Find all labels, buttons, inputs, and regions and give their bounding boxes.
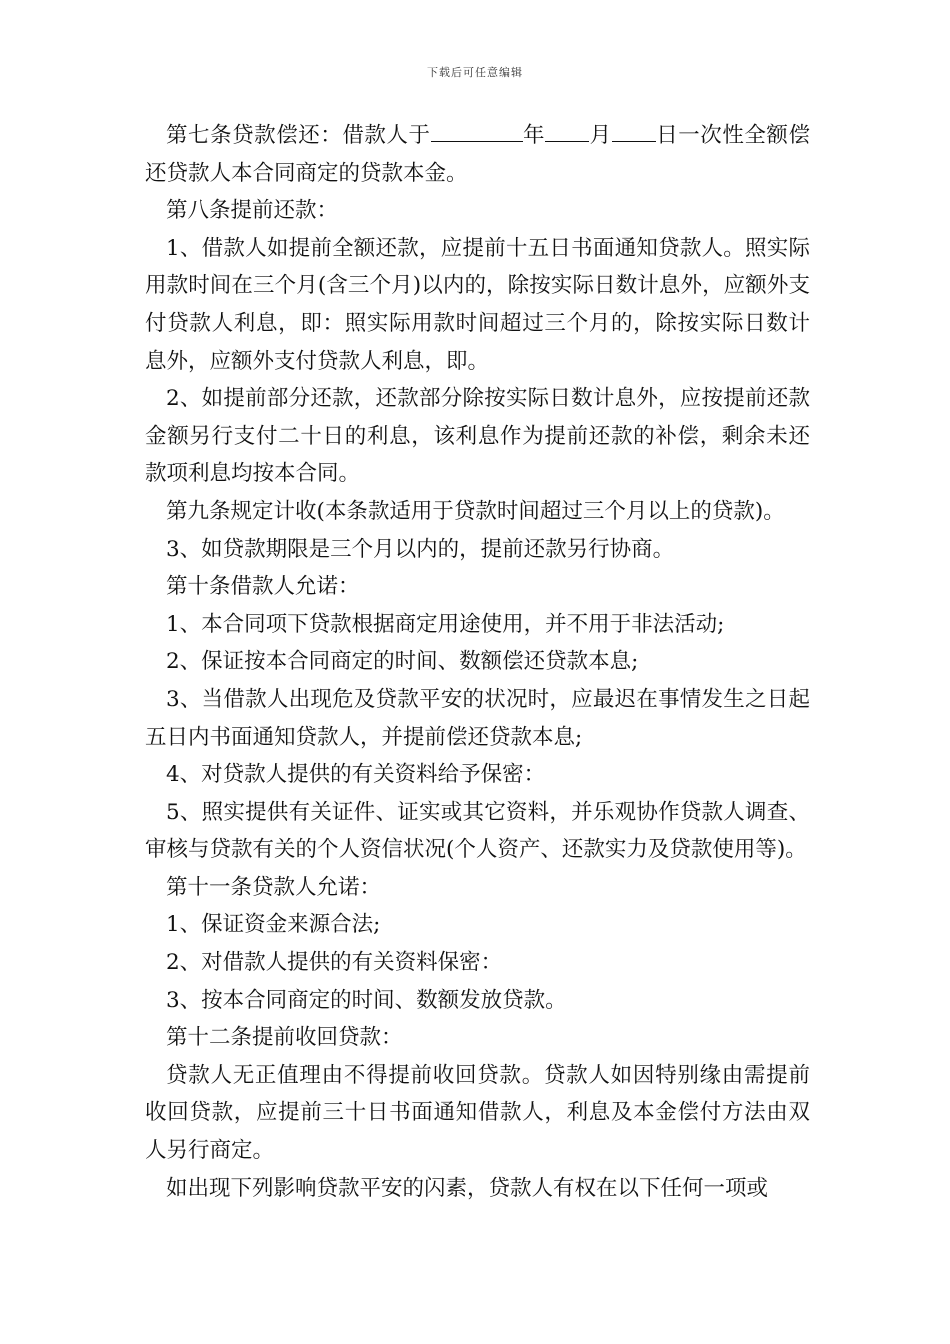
page-header: 下载后可任意编辑 <box>427 66 523 79</box>
article-10-clause-5: 5、照实提供有关证件、证实或其它资料，并乐观协作贷款人调查、审核与贷款有关的个人资信状况(个人资产、还款实力及贷款使用等)。 <box>145 799 810 863</box>
article-11-clause-3: 3、按本合同商定的时间、数额发放贷款。 <box>166 987 567 1013</box>
article-11-heading: 第十一条贷款人允诺： <box>166 874 382 900</box>
article-7-text-1: 第七条贷款偿还：借款人于 <box>166 123 431 148</box>
article-10-clause-2: 2、保证按本合同商定的时间、数额偿还贷款本息; <box>166 649 639 675</box>
article-10-clause-4: 4、对贷款人提供的有关资料给予保密： <box>166 762 546 788</box>
article-7-text-2: 年 <box>522 123 546 148</box>
article-10-clause-1: 1、本合同项下贷款根据商定用途使用，并不用于非法活动; <box>166 611 725 637</box>
article-12-heading: 第十二条提前收回贷款： <box>166 1025 403 1051</box>
article-10-clause-3: 3、当借款人出现危及贷款平安的状况时，应最迟在事情发生之日起五日内书面通知贷款人，并提前偿还贷款本息; <box>145 686 810 750</box>
article-9-clause-3: 3、如贷款期限是三个月以内的，提前还款另行协商。 <box>166 536 675 562</box>
article-12-continuation: 如出现下列影响贷款平安的闪素，贷款人有权在以下任何一项或 <box>166 1175 769 1201</box>
day-blank <box>612 119 656 142</box>
article-9-heading: 第九条规定计收(本条款适用于贷款时间超过三个月以上的贷款)。 <box>166 498 785 524</box>
article-7-text-4: 日一次性全额偿还贷款人本合同商定的贷款本金。 <box>145 123 810 186</box>
article-12-body: 贷款人无正值理由不得提前收回贷款。贷款人如因特别缘由需提前收回贷款，应提前三十日书面通知借款人，利息及本金偿付方法由双人另行商定。 <box>145 1062 810 1164</box>
article-8-clause-1: 1、借款人如提前全额还款，应提前十五日书面通知贷款人。照实际用款时间在三个月(含三个月)以内的，除按实际日数计息外，应额外支付贷款人利息，即：照实际用款时间超过三个月的，除按实际日数计息外，应额外支付贷款人利息，即。 <box>145 235 810 374</box>
article-8-clause-2: 2、如提前部分还款，还款部分除按实际日数计息外，应按提前还款金额另行支付二十日的利息，该利息作为提前还款的补偿，剩余未还款项利息均按本合同。 <box>145 386 810 487</box>
document-body <box>145 117 810 1207</box>
article-11-clause-2: 2、对借款人提供的有关资料保密： <box>166 950 503 976</box>
article-7-paragraph <box>145 117 810 192</box>
year-blank <box>431 119 523 142</box>
article-10-heading: 第十条借款人允诺： <box>166 574 360 600</box>
article-11-clause-1: 1、保证资金来源合法; <box>166 912 381 938</box>
month-blank <box>545 119 589 142</box>
article-8-heading: 第八条提前还款： <box>166 198 339 224</box>
article-7-text-3: 月 <box>589 123 612 148</box>
